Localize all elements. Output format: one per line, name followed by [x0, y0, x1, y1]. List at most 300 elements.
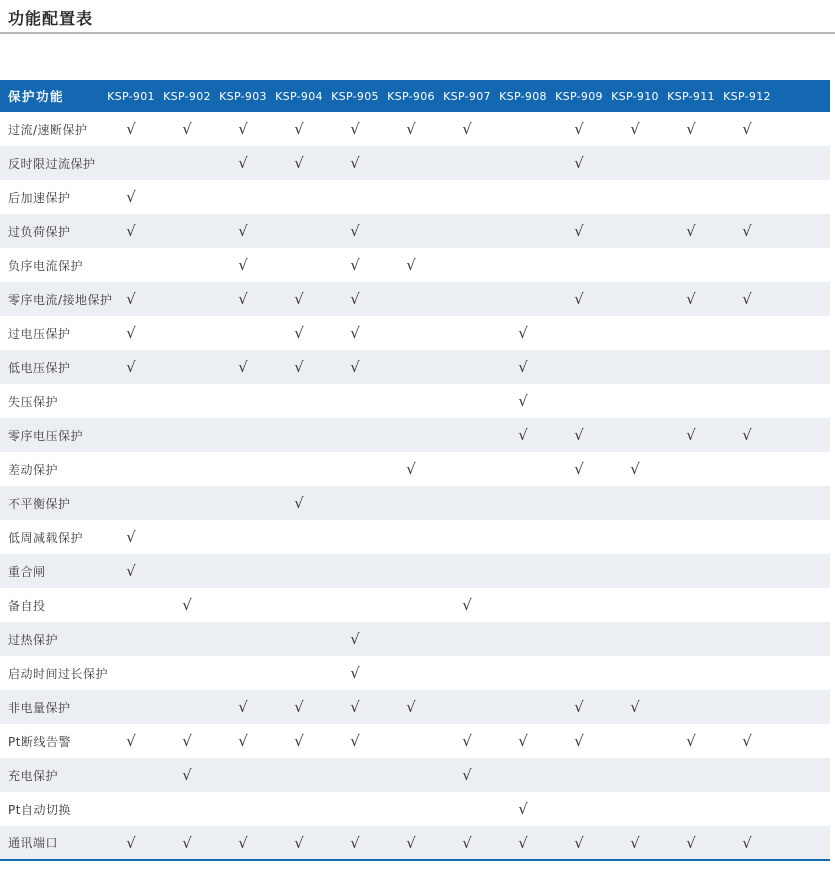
check-cell-empty: [663, 180, 719, 214]
table-row: [0, 690, 830, 724]
check-mark-icon: √: [742, 120, 752, 138]
check-cell-empty: [551, 792, 607, 826]
check-cell-empty: [495, 554, 551, 588]
check-cell-empty: [383, 554, 439, 588]
check-cell-empty: [719, 180, 775, 214]
check-cell-checked: [103, 180, 159, 214]
check-cell-checked: [327, 112, 383, 146]
check-cell-empty: [663, 350, 719, 384]
column-header-ksp-908: KSP-908: [495, 80, 551, 112]
check-cell-empty: [383, 520, 439, 554]
row-filler: [775, 724, 830, 758]
check-cell-empty: [215, 486, 271, 520]
check-cell-empty: [271, 248, 327, 282]
check-cell-checked: [215, 146, 271, 180]
check-cell-empty: [607, 180, 663, 214]
check-cell-empty: [383, 622, 439, 656]
check-cell-checked: [215, 826, 271, 860]
row-label: Pt断线告警: [8, 734, 71, 749]
check-cell-checked: [215, 112, 271, 146]
check-cell-empty: [159, 452, 215, 486]
check-cell-checked: [663, 282, 719, 316]
check-mark-icon: √: [182, 732, 192, 750]
check-mark-icon: √: [126, 528, 136, 546]
check-cell-empty: [271, 418, 327, 452]
row-filler: [775, 350, 830, 384]
check-cell-empty: [327, 554, 383, 588]
check-mark-icon: √: [406, 698, 416, 716]
check-mark-icon: √: [126, 324, 136, 342]
header-protection-function: 保护功能: [0, 80, 103, 112]
check-cell-empty: [719, 520, 775, 554]
check-cell-checked: [215, 214, 271, 248]
check-cell-empty: [719, 554, 775, 588]
check-cell-empty: [159, 180, 215, 214]
check-mark-icon: √: [350, 290, 360, 308]
check-cell-empty: [103, 452, 159, 486]
check-cell-empty: [663, 656, 719, 690]
check-cell-checked: [607, 826, 663, 860]
check-cell-empty: [159, 520, 215, 554]
table-row: [0, 248, 830, 282]
check-cell-empty: [327, 758, 383, 792]
check-cell-checked: [103, 214, 159, 248]
check-cell-empty: [719, 656, 775, 690]
check-cell-empty: [551, 180, 607, 214]
check-cell-empty: [663, 588, 719, 622]
check-cell-checked: [551, 452, 607, 486]
table-row: [0, 146, 830, 180]
row-label: 备自投: [8, 598, 46, 613]
row-filler: [775, 214, 830, 248]
check-cell-empty: [607, 248, 663, 282]
row-label: Pt自动切换: [8, 802, 71, 817]
check-cell-empty: [215, 316, 271, 350]
check-cell-checked: [327, 826, 383, 860]
check-cell-empty: [327, 520, 383, 554]
check-cell-checked: [495, 316, 551, 350]
check-cell-checked: [327, 248, 383, 282]
column-header-ksp-911: KSP-911: [663, 80, 719, 112]
check-cell-empty: [551, 758, 607, 792]
check-mark-icon: √: [350, 630, 360, 648]
check-mark-icon: √: [686, 222, 696, 240]
check-mark-icon: √: [462, 732, 472, 750]
check-cell-empty: [663, 622, 719, 656]
check-cell-checked: [327, 690, 383, 724]
check-cell-empty: [495, 282, 551, 316]
check-cell-empty: [439, 248, 495, 282]
check-cell-checked: [215, 690, 271, 724]
check-cell-checked: [551, 214, 607, 248]
row-filler: [775, 656, 830, 690]
check-cell-empty: [159, 146, 215, 180]
check-cell-checked: [719, 418, 775, 452]
check-mark-icon: √: [350, 833, 360, 852]
check-cell-checked: [551, 826, 607, 860]
check-cell-empty: [439, 486, 495, 520]
row-filler: [775, 826, 830, 860]
check-cell-checked: [159, 758, 215, 792]
check-mark-icon: √: [294, 290, 304, 308]
check-cell-checked: [607, 452, 663, 486]
check-cell-checked: [271, 282, 327, 316]
check-cell-checked: [719, 112, 775, 146]
check-cell-empty: [439, 656, 495, 690]
check-cell-empty: [159, 316, 215, 350]
check-mark-icon: √: [294, 120, 304, 138]
check-cell-empty: [383, 724, 439, 758]
check-mark-icon: √: [742, 222, 752, 240]
table-row: [0, 452, 830, 486]
check-cell-checked: [103, 724, 159, 758]
row-label: 过负荷保护: [8, 224, 71, 239]
check-cell-empty: [551, 588, 607, 622]
check-cell-empty: [271, 792, 327, 826]
check-cell-checked: [439, 588, 495, 622]
check-mark-icon: √: [238, 222, 248, 240]
check-mark-icon: √: [294, 358, 304, 376]
row-label: 过热保护: [8, 632, 59, 647]
check-cell-empty: [383, 146, 439, 180]
table-row: [0, 656, 830, 690]
check-mark-icon: √: [182, 766, 192, 784]
check-cell-empty: [159, 656, 215, 690]
check-mark-icon: √: [238, 698, 248, 716]
check-cell-empty: [327, 384, 383, 418]
check-mark-icon: √: [574, 120, 584, 138]
check-cell-empty: [495, 588, 551, 622]
check-cell-checked: [383, 826, 439, 860]
check-cell-empty: [495, 758, 551, 792]
check-cell-empty: [215, 622, 271, 656]
row-label: 后加速保护: [8, 190, 71, 205]
check-cell-empty: [607, 214, 663, 248]
check-cell-checked: [551, 282, 607, 316]
check-mark-icon: √: [238, 732, 248, 750]
header-filler: [775, 80, 830, 112]
check-cell-checked: [103, 826, 159, 860]
check-cell-checked: [439, 826, 495, 860]
check-cell-empty: [607, 724, 663, 758]
check-mark-icon: √: [518, 324, 528, 342]
table-row: [0, 486, 830, 520]
check-cell-empty: [607, 418, 663, 452]
check-cell-checked: [327, 622, 383, 656]
check-cell-empty: [719, 758, 775, 792]
check-cell-empty: [495, 214, 551, 248]
row-label: 重合闸: [8, 564, 46, 579]
check-cell-empty: [103, 486, 159, 520]
check-mark-icon: √: [462, 833, 472, 852]
check-cell-empty: [383, 350, 439, 384]
check-mark-icon: √: [574, 154, 584, 172]
page-title: 功能配置表: [8, 9, 94, 28]
check-cell-empty: [719, 316, 775, 350]
check-cell-empty: [663, 690, 719, 724]
check-cell-empty: [439, 214, 495, 248]
check-cell-checked: [495, 350, 551, 384]
check-mark-icon: √: [406, 120, 416, 138]
check-cell-empty: [439, 146, 495, 180]
check-cell-empty: [271, 588, 327, 622]
check-mark-icon: √: [574, 833, 584, 852]
check-cell-empty: [495, 452, 551, 486]
check-cell-empty: [271, 452, 327, 486]
check-mark-icon: √: [126, 188, 136, 206]
check-cell-checked: [551, 690, 607, 724]
check-cell-checked: [103, 350, 159, 384]
row-label: 充电保护: [8, 768, 59, 783]
check-mark-icon: √: [462, 766, 472, 784]
column-header-ksp-901: KSP-901: [103, 80, 159, 112]
check-mark-icon: √: [238, 256, 248, 274]
check-cell-empty: [215, 656, 271, 690]
check-cell-empty: [607, 146, 663, 180]
check-mark-icon: √: [350, 664, 360, 682]
check-cell-empty: [607, 486, 663, 520]
check-cell-empty: [439, 452, 495, 486]
check-cell-empty: [159, 248, 215, 282]
check-cell-empty: [607, 792, 663, 826]
table-row: [0, 180, 830, 214]
check-mark-icon: √: [462, 120, 472, 138]
check-cell-checked: [551, 112, 607, 146]
check-cell-empty: [495, 656, 551, 690]
table-row: [0, 622, 830, 656]
table-header-row: [0, 80, 830, 112]
check-mark-icon: √: [406, 256, 416, 274]
check-mark-icon: √: [686, 290, 696, 308]
check-cell-empty: [215, 418, 271, 452]
check-cell-empty: [663, 384, 719, 418]
column-header-ksp-903: KSP-903: [215, 80, 271, 112]
row-filler: [775, 180, 830, 214]
check-cell-checked: [551, 418, 607, 452]
check-mark-icon: √: [518, 800, 528, 818]
check-mark-icon: √: [126, 358, 136, 376]
check-mark-icon: √: [238, 833, 248, 852]
check-cell-empty: [439, 520, 495, 554]
check-cell-empty: [383, 656, 439, 690]
check-mark-icon: √: [350, 698, 360, 716]
check-cell-checked: [383, 690, 439, 724]
row-label: 低电压保护: [8, 360, 71, 375]
check-mark-icon: √: [294, 494, 304, 512]
check-cell-checked: [495, 792, 551, 826]
check-cell-empty: [663, 452, 719, 486]
check-cell-checked: [327, 316, 383, 350]
row-filler: [775, 554, 830, 588]
check-mark-icon: √: [182, 833, 192, 852]
table-row: [0, 792, 830, 826]
check-cell-empty: [551, 554, 607, 588]
table-row: [0, 282, 830, 316]
check-cell-checked: [663, 826, 719, 860]
check-cell-empty: [383, 180, 439, 214]
check-mark-icon: √: [238, 290, 248, 308]
check-cell-empty: [215, 588, 271, 622]
check-cell-empty: [607, 588, 663, 622]
check-cell-empty: [551, 520, 607, 554]
column-header-ksp-907: KSP-907: [439, 80, 495, 112]
check-cell-checked: [215, 248, 271, 282]
check-cell-checked: [327, 724, 383, 758]
row-label: 负序电流保护: [8, 258, 84, 273]
check-mark-icon: √: [518, 358, 528, 376]
check-mark-icon: √: [126, 290, 136, 308]
check-cell-empty: [383, 758, 439, 792]
row-label: 过流/速断保护: [8, 122, 88, 137]
check-cell-empty: [663, 486, 719, 520]
check-cell-empty: [607, 316, 663, 350]
check-cell-empty: [495, 690, 551, 724]
check-cell-checked: [159, 112, 215, 146]
check-cell-checked: [327, 214, 383, 248]
check-cell-empty: [327, 486, 383, 520]
check-mark-icon: √: [518, 833, 528, 852]
check-mark-icon: √: [518, 732, 528, 750]
check-cell-checked: [383, 248, 439, 282]
check-mark-icon: √: [574, 698, 584, 716]
check-cell-checked: [495, 826, 551, 860]
check-cell-empty: [495, 248, 551, 282]
check-cell-empty: [159, 792, 215, 826]
check-mark-icon: √: [126, 222, 136, 240]
row-label: 差动保护: [8, 462, 59, 477]
check-cell-empty: [551, 656, 607, 690]
check-cell-empty: [551, 384, 607, 418]
check-mark-icon: √: [742, 732, 752, 750]
check-cell-empty: [719, 350, 775, 384]
check-cell-checked: [495, 384, 551, 418]
check-mark-icon: √: [350, 358, 360, 376]
check-cell-empty: [495, 622, 551, 656]
check-cell-checked: [103, 316, 159, 350]
check-cell-empty: [103, 418, 159, 452]
check-mark-icon: √: [350, 120, 360, 138]
check-cell-empty: [103, 146, 159, 180]
column-header-ksp-902: KSP-902: [159, 80, 215, 112]
check-cell-empty: [719, 248, 775, 282]
column-header-ksp-912: KSP-912: [719, 80, 775, 112]
check-mark-icon: √: [630, 120, 640, 138]
check-cell-empty: [327, 418, 383, 452]
column-header-ksp-909: KSP-909: [551, 80, 607, 112]
row-filler: [775, 588, 830, 622]
check-cell-empty: [439, 282, 495, 316]
check-cell-checked: [719, 826, 775, 860]
check-cell-empty: [495, 520, 551, 554]
table-row: [0, 826, 830, 860]
check-cell-checked: [439, 112, 495, 146]
check-cell-checked: [495, 418, 551, 452]
check-cell-checked: [159, 826, 215, 860]
check-cell-checked: [215, 282, 271, 316]
column-header-ksp-906: KSP-906: [383, 80, 439, 112]
check-cell-empty: [103, 384, 159, 418]
row-filler: [775, 146, 830, 180]
check-cell-empty: [159, 384, 215, 418]
row-label: 低周减载保护: [8, 530, 84, 545]
check-mark-icon: √: [294, 833, 304, 852]
row-label: 启动时间过长保护: [8, 666, 109, 681]
check-cell-empty: [607, 554, 663, 588]
row-label: 非电量保护: [8, 700, 71, 715]
table-row: [0, 418, 830, 452]
row-filler: [775, 486, 830, 520]
row-filler: [775, 248, 830, 282]
check-cell-checked: [271, 112, 327, 146]
check-cell-empty: [719, 622, 775, 656]
check-cell-empty: [607, 282, 663, 316]
check-cell-empty: [607, 758, 663, 792]
check-cell-checked: [719, 214, 775, 248]
row-label: 反时限过流保护: [8, 156, 96, 171]
row-filler: [775, 520, 830, 554]
check-cell-checked: [271, 146, 327, 180]
check-cell-empty: [383, 418, 439, 452]
check-mark-icon: √: [574, 426, 584, 444]
check-cell-empty: [159, 418, 215, 452]
title-divider: [0, 32, 835, 34]
column-header-ksp-905: KSP-905: [327, 80, 383, 112]
check-mark-icon: √: [350, 324, 360, 342]
check-cell-checked: [719, 724, 775, 758]
check-cell-empty: [103, 758, 159, 792]
check-cell-empty: [103, 588, 159, 622]
row-filler: [775, 452, 830, 486]
table-row: [0, 724, 830, 758]
check-cell-empty: [607, 656, 663, 690]
check-mark-icon: √: [294, 732, 304, 750]
check-mark-icon: √: [518, 392, 528, 410]
check-mark-icon: √: [406, 833, 416, 852]
row-label: 过电压保护: [8, 326, 71, 341]
table-row: [0, 214, 830, 248]
row-filler: [775, 384, 830, 418]
check-mark-icon: √: [238, 358, 248, 376]
table-row: [0, 350, 830, 384]
check-cell-empty: [159, 486, 215, 520]
check-mark-icon: √: [350, 222, 360, 240]
column-header-ksp-904: KSP-904: [271, 80, 327, 112]
check-mark-icon: √: [350, 154, 360, 172]
check-mark-icon: √: [238, 120, 248, 138]
check-cell-empty: [271, 622, 327, 656]
check-cell-checked: [327, 656, 383, 690]
check-mark-icon: √: [126, 833, 136, 852]
check-cell-empty: [159, 214, 215, 248]
row-filler: [775, 316, 830, 350]
check-cell-empty: [551, 316, 607, 350]
check-cell-checked: [271, 724, 327, 758]
check-cell-checked: [159, 588, 215, 622]
check-cell-empty: [719, 588, 775, 622]
row-filler: [775, 418, 830, 452]
check-mark-icon: √: [126, 562, 136, 580]
check-cell-empty: [383, 792, 439, 826]
check-cell-empty: [663, 758, 719, 792]
check-cell-empty: [159, 622, 215, 656]
table-row: [0, 758, 830, 792]
check-cell-empty: [215, 554, 271, 588]
check-cell-empty: [607, 520, 663, 554]
check-cell-empty: [271, 214, 327, 248]
check-mark-icon: √: [238, 154, 248, 172]
check-cell-checked: [103, 554, 159, 588]
check-cell-checked: [607, 690, 663, 724]
